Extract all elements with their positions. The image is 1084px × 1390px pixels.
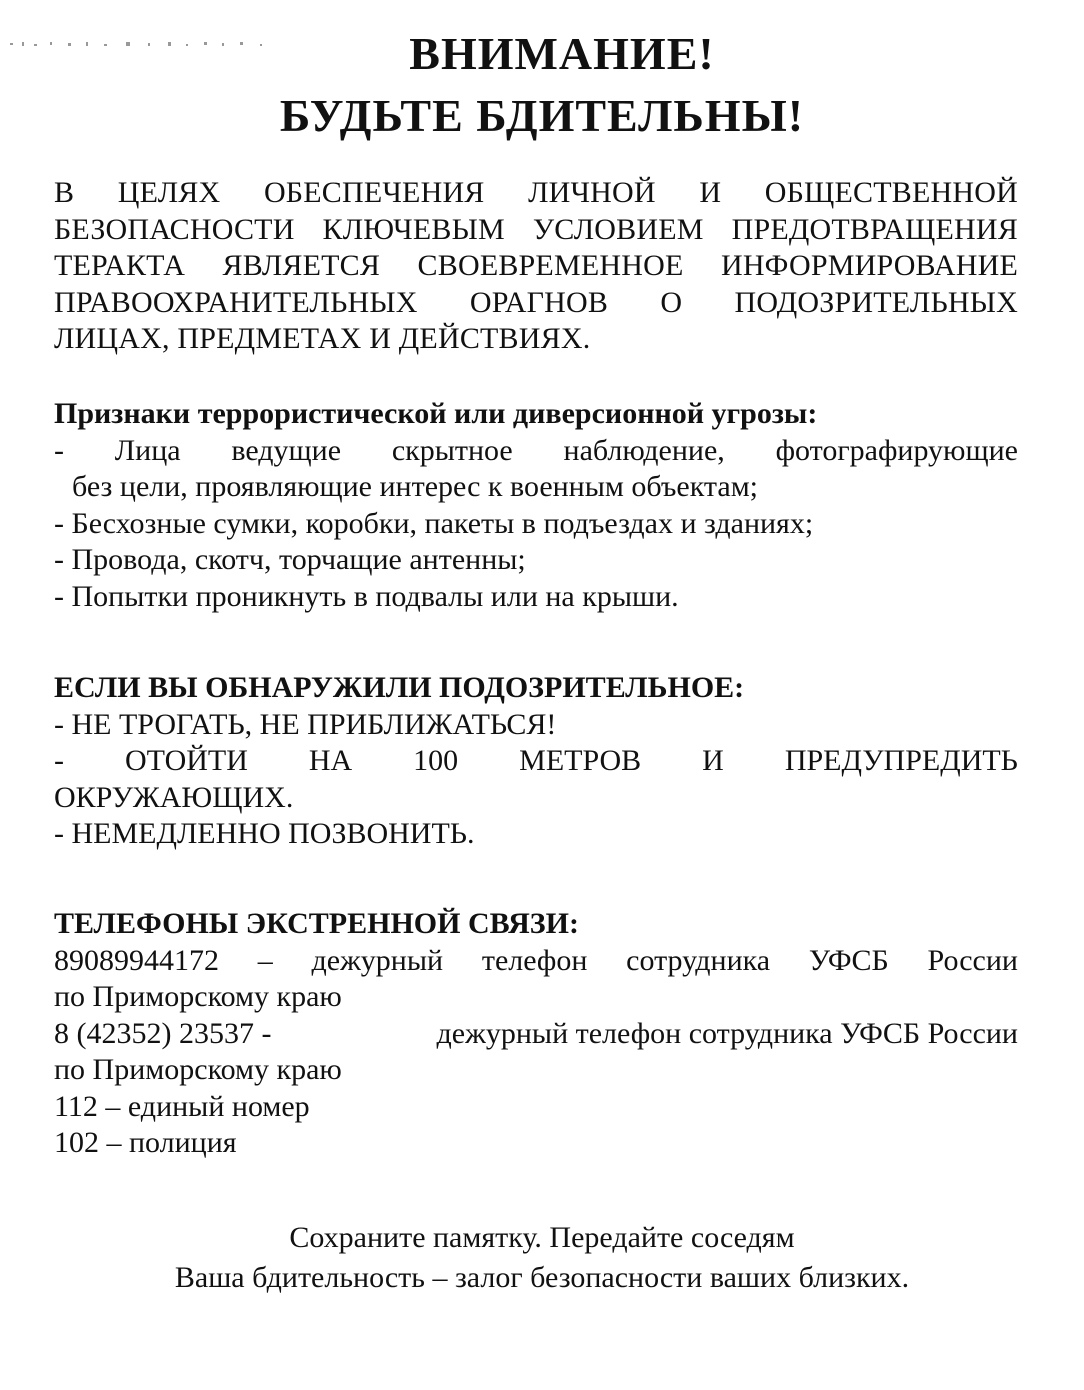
if-found-heading: ЕСЛИ ВЫ ОБНАРУЖИЛИ ПОДОЗРИТЕЛЬНОЕ: [54, 671, 745, 704]
threat-sign-item: - Лица ведущие скрытное наблюдение, фотографирующие [54, 433, 1018, 467]
threat-signs-heading: Признаки террористической или диверсионной угрозы: [54, 397, 818, 430]
intro-line: ПРАВООХРАНИТЕЛЬНЫХ ОРАГНОВ О ПОДОЗРИТЕЛЬНЫХ [54, 285, 1018, 319]
if-found-section [54, 670, 1018, 853]
phone-entry-continuation: по Приморскому краю [54, 980, 342, 1013]
phone-entry: 89089944172 – дежурный телефон сотрудника УФСБ России [54, 943, 1018, 977]
title-attention: ВНИМАНИЕ! [409, 28, 715, 79]
threat-sign-item: - Провода, скотч, торчащие антенны; [54, 543, 526, 576]
intro-line: БЕЗОПАСНОСТИ КЛЮЧЕВЫМ УСЛОВИЕМ ПРЕДОТВРАЩЕНИЯ [54, 212, 1018, 246]
footer-save-leaflet: Сохраните памятку. Передайте соседям [289, 1221, 795, 1254]
title-be-vigilant: БУДЬТЕ БДИТЕЛЬНЫ! [279, 90, 805, 141]
if-found-item-continuation: ОКРУЖАЮЩИХ. [54, 780, 294, 814]
phone-entry: 8 (42352) 23537 - дежурный телефон сотрудника УФСБ России [54, 1016, 1018, 1050]
phone-entry-continuation: по Приморскому краю [54, 1053, 342, 1086]
if-found-item: - НЕМЕДЛЕННО ПОЗВОНИТЬ. [54, 817, 475, 850]
threat-sign-item: - Бесхозные сумки, коробки, пакеты в подъездах и зданиях; [54, 506, 814, 540]
threat-signs-section [54, 396, 1018, 615]
intro-line: ТЕРАКТА ЯВЛЯЕТСЯ СВОЕВРЕМЕННОЕ ИНФОРМИРОВАНИЕ [54, 249, 1018, 282]
phone-entry: 102 – полиция [54, 1126, 237, 1159]
footer-vigilance-slogan: Ваша бдительность – залог безопасности ваших близких. [174, 1261, 910, 1294]
intro-line: ЛИЦАХ, ПРЕДМЕТАХ И ДЕЙСТВИЯХ. [54, 322, 591, 355]
intro-paragraph [54, 175, 1018, 358]
if-found-item: - ОТОЙТИ НА 100 МЕТРОВ И ПРЕДУПРЕДИТЬ [54, 744, 1018, 777]
threat-sign-item: - Попытки проникнуть в подвалы или на крыши. [54, 579, 679, 613]
emergency-phones-heading: ТЕЛЕФОНЫ ЭКСТРЕННОЙ СВЯЗИ: [54, 907, 579, 940]
threat-sign-item-continuation: без цели, проявляющие интерес к военным объектам; [72, 470, 759, 503]
if-found-item: - НЕ ТРОГАТЬ, НЕ ПРИБЛИЖАТЬСЯ! [54, 707, 557, 741]
phone-entry: 112 – единый номер [54, 1089, 310, 1123]
emergency-phones-section [54, 906, 1018, 1162]
intro-line: В ЦЕЛЯХ ОБЕСПЕЧЕНИЯ ЛИЧНОЙ И ОБЩЕСТВЕННОЙ [54, 176, 1018, 209]
